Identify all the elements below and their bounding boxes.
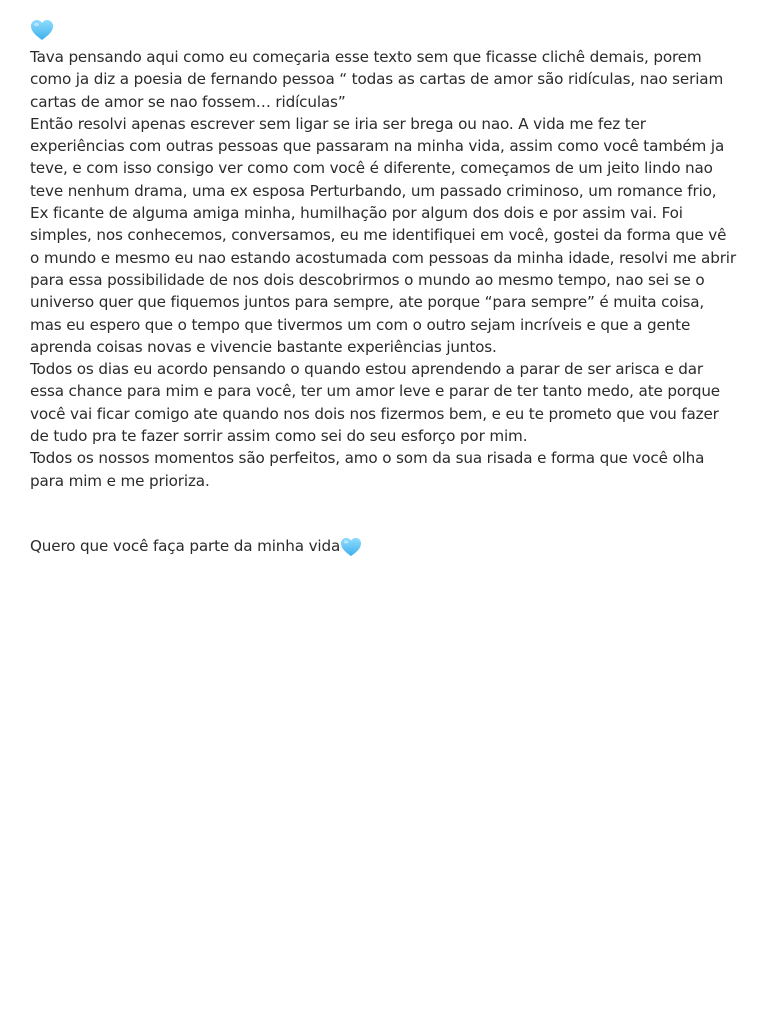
closing-text: Quero que você faça parte da minha vida [30, 537, 341, 556]
note-body[interactable] [30, 18, 741, 601]
paragraph-1: Tava pensando aqui como eu começaria esse texto sem que ficasse clichê demais, porem como ja diz a poesia de fernando pessoa “ todas as cartas de amor são ridículas, nao seriam cartas de amor se nao fossem… ridículas” [30, 48, 728, 111]
heart-line [30, 18, 738, 46]
closing-line [30, 492, 738, 601]
paragraph-4: Todos os dias eu acordo pensando o quando estou aprendendo a parar de ser arisca e dar essa chance para mim e para você, ter um amor leve e parar de ter tanto medo, ate porque você vai ficar comigo ate quando nos dois nos fizermos bem, e eu te prometo que vou fazer de tudo pra te fazer sorrir assim como sei do seu esforço por mim. [30, 360, 725, 446]
paragraph-3: Ex ficante de alguma amiga minha, humilhação por algum dos dois e por assim vai. Foi simples, nos conhecemos, conversamos, eu me identifiquei em você, gostei da forma que vê o mundo e mesmo eu nao estando acostumada com pessoas da minha idade, resolvi me abrir para essa possibilidade de nos dois descobrirmos o mundo ao mesmo tempo, nao sei se o universo quer que fiquemos juntos para sempre, ate porque “para sempre” é muita coisa, mas eu espero que o tempo que tivermos um com o outro sejam incríveis e que a gente aprenda coisas novas e vivencie bastante experiências juntos. [30, 204, 741, 356]
blue-heart-icon [340, 492, 368, 601]
paragraph-5: Todos os nossos momentos são perfeitos, amo o som da sua risada e forma que você olha para mim e me prioriza. [30, 449, 710, 490]
blue-heart-icon [30, 19, 54, 41]
paragraph-2: Então resolvi apenas escrever sem ligar se iria ser brega ou nao. A vida me fez ter experiências com outras pessoas que passaram na minha vida, assim como você também ja teve, e com isso consigo ver como com você é diferente, começamos de um jeito lindo nao teve nenhum drama, uma ex esposa Perturbando, um passado criminoso, um romance frio, [30, 114, 729, 200]
